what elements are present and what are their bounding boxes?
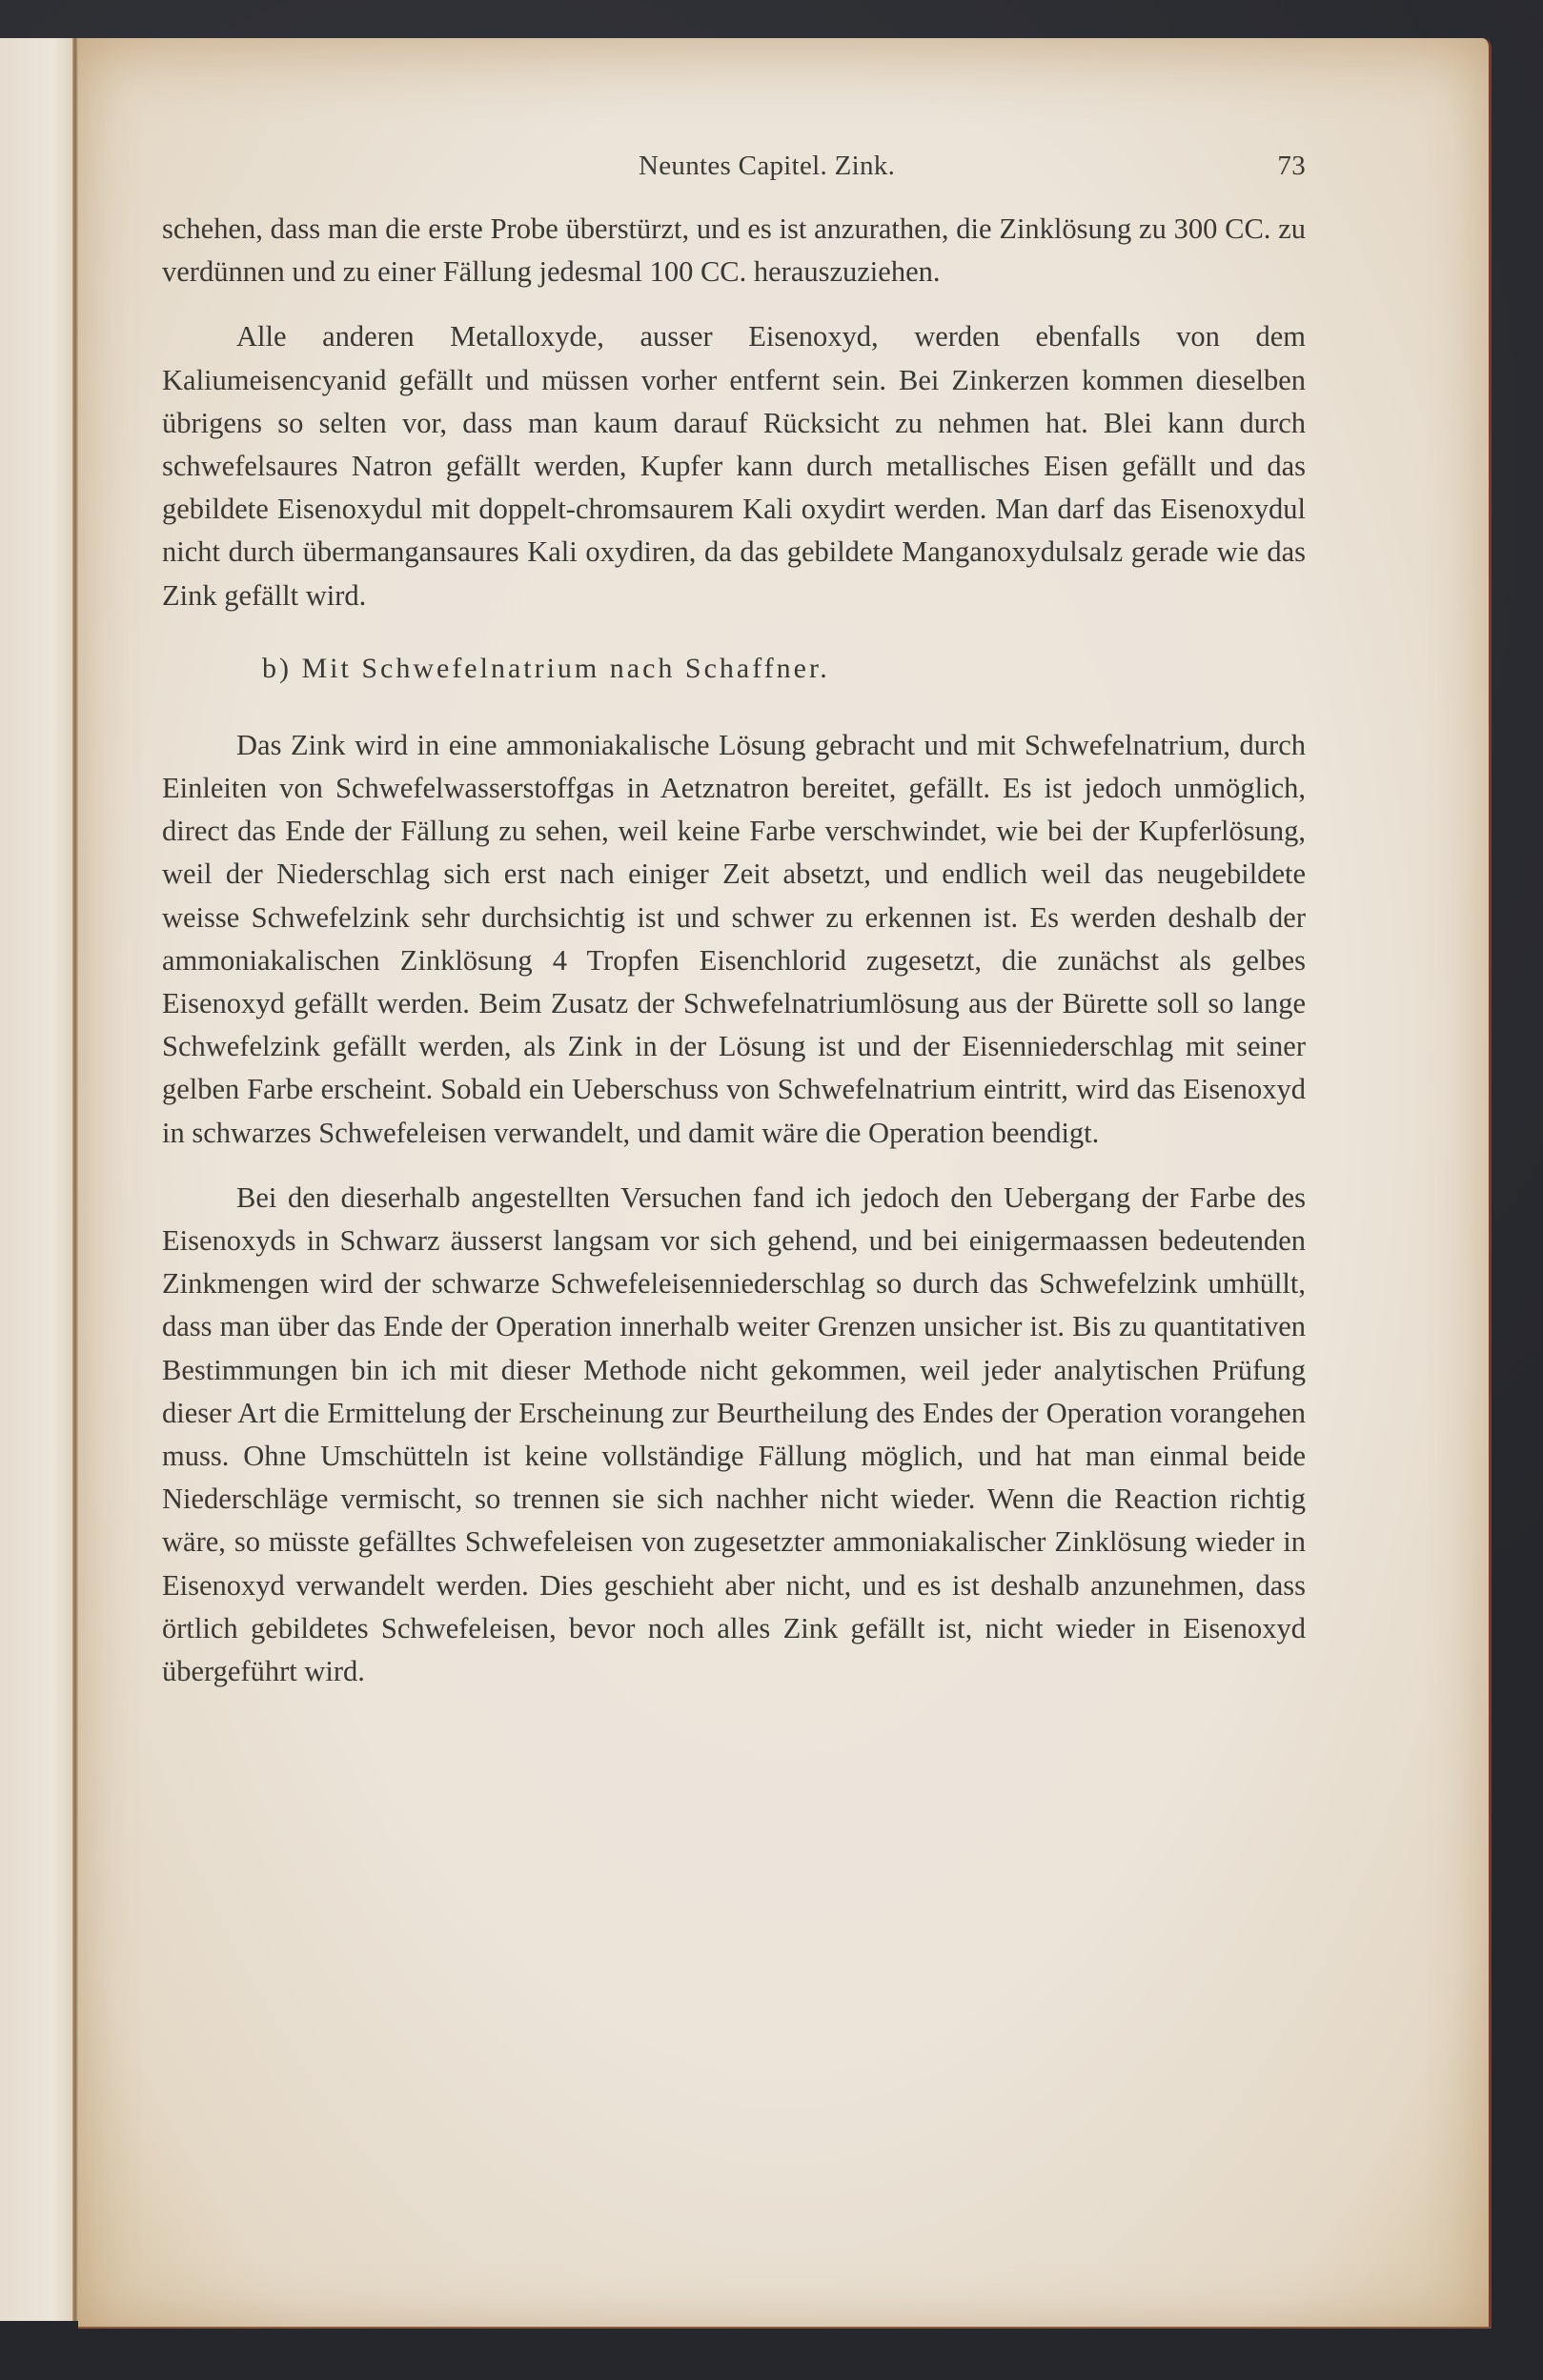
body-text [162,208,1306,1693]
paragraph-experiments: Bei den dieserhalb angestellten Versuchen fand ich jedoch den Uebergang der Farbe des Eisenoxyds in Schwarz äusserst langsam vor sich gehend, und bei einigermaassen bedeutenden Zinkmengen wird der schwarze Schwefeleisenniederschlag so durch das Schwefelzink umhüllt, dass man über das Ende der Operation innerhalb weiter Grenzen unsicher ist. Bis zu quantitativen Bestimmungen bin ich mit dieser Methode nicht gekommen, weil jeder analytischen Prüfung dieser Art die Ermittelung der Erscheinung zur Beurtheilung des Endes der Operation vorangehen muss. Ohne Umschütteln ist keine vollständige Fällung möglich, und hat man einmal beide Niederschläge vermischt, so trennen sie sich nachher nicht wieder. Wenn die Reaction richtig wäre, so müsste gefälltes Schwefeleisen von zugesetzter ammoniakalischer Zinklösung wieder in Eisenoxyd verwandelt werden. Dies geschieht aber nicht, und es ist deshalb anzunehmen, dass örtlich gebildetes Schwefeleisen, bevor noch alles Zink gefällt ist, nicht wieder in Eisenoxyd übergeführt wird. [162,1180,1306,1688]
page-number: 73 [1277,151,1306,181]
section-heading: b) Mit Schwefelnatrium nach Schaffner. [262,652,830,684]
running-title: Neuntes Capitel. Zink. [639,151,896,181]
paragraph-metal-oxides: Alle anderen Metalloxyde, ausser Eisenoxyd, werden ebenfalls von dem Kaliumeisencyanid gefällt und müssen vorher entfernt sein. Bei Zinkerzen kommen dieselben übrigens so selten vor, dass man kaum darauf Rücksicht zu nehmen hat. Blei kann durch schwefelsaures Natron gefällt werden, Kupfer kann durch metallisches Eisen gefällt und das gebildete Eisenoxydul mit doppelt-chromsaurem Kali oxydirt werden. Man darf das Eisenoxydul nicht durch übermangansaures Kali oxydiren, da das gebildete Manganoxydulsalz gerade wie das Zink gefällt wird. [162,320,1306,612]
paragraph-method-description: Das Zink wird in eine ammoniakalische Lösung gebracht und mit Schwefelnatrium, durch Einleiten von Schwefelwasserstoffgas in Aetznatron bereitet, gefällt. Es ist jedoch unmöglich, direct das Ende der Fällung zu sehen, weil keine Farbe verschwindet, wie bei der Kupferlösung, weil der Niederschlag sich erst nach einiger Zeit absetzt, und endlich weil das neugebildete weisse Schwefelzink sehr durchsichtig ist und schwer zu erkennen ist. Es werden deshalb der ammoniakalischen Zinklösung 4 Tropfen Eisenchlorid zugesetzt, die zunächst als gelbes Eisenoxyd gefällt werden. Beim Zusatz der Schwefelnatriumlösung aus der Bürette soll so lange Schwefelzink gefällt werden, als Zink in der Lösung ist und der Eisenniederschlag mit seiner gelben Farbe erscheint. Sobald ein Ueberschuss von Schwefelnatrium eintritt, wird das Eisenoxyd in schwarzes Schwefeleisen verwandelt, und damit wäre die Operation beendigt. [162,728,1306,1149]
facing-page-edge [0,38,76,2321]
book-page [78,38,1492,2329]
running-head [162,151,1306,189]
paragraph-continuation: schehen, dass man die erste Probe überstürzt, und es ist anzurathen, die Zinklösung zu 300 CC. zu verdünnen und zu einer Fällung jedesmal 100 CC. herauszuziehen. [162,212,1306,289]
